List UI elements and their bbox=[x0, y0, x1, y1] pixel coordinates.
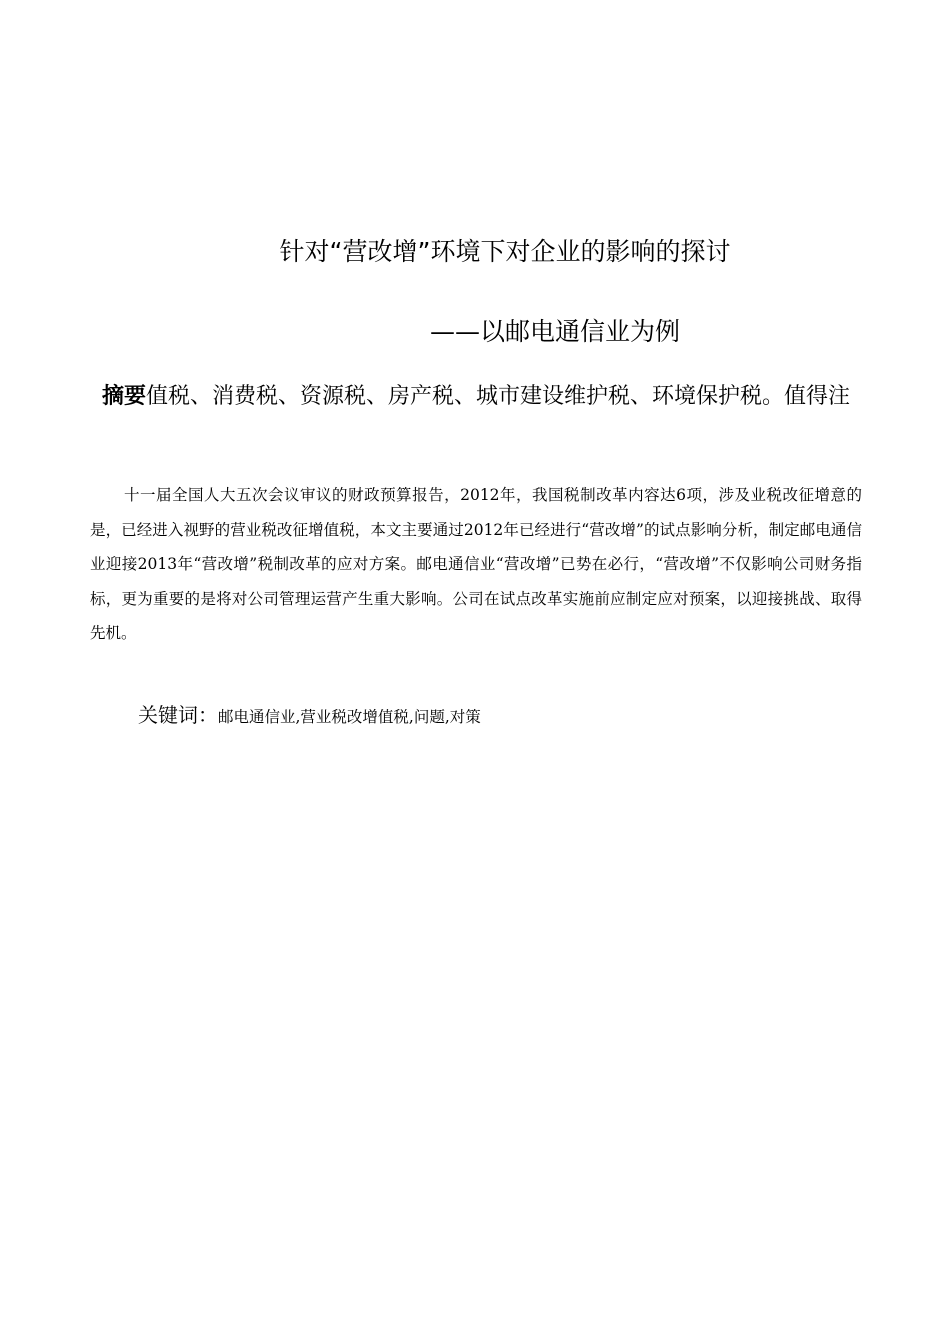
abstract-section bbox=[90, 378, 862, 415]
abstract-text: 值税、消费税、资源税、房产税、城市建设维护税、环境保护税。值得注 bbox=[146, 384, 851, 409]
abstract-label: 摘要 bbox=[101, 384, 146, 409]
keywords-section bbox=[138, 697, 481, 735]
keywords-label: 关键词： bbox=[138, 703, 218, 727]
body-paragraph: 十一届全国人大五次会议审议的财政预算报告，2012年，我国税制改革内容达6项，涉及业税改征增意的是，已经进入视野的营业税改征增值税，本文主要通过2012年已经进行“营改增”的试点影响分析，制定邮电通信业迎接2013年“营改增”税制改革的应对方案。邮电通信业“营改增”已势在必行，“营改增”不仅影响公司财务指标，更为重要的是将对公司管理运营产生重大影响。公司在试点改革实施前应制定应对预案，以迎接挑战、取得先机。 bbox=[90, 486, 862, 642]
keywords-list: 邮电通信业,营业税改增值税,问题,对策 bbox=[218, 708, 481, 726]
document-title: 针对“营改增”环境下对企业的影响的探讨 bbox=[279, 237, 731, 266]
document-subtitle: ——以邮电通信业为例 bbox=[430, 317, 681, 346]
